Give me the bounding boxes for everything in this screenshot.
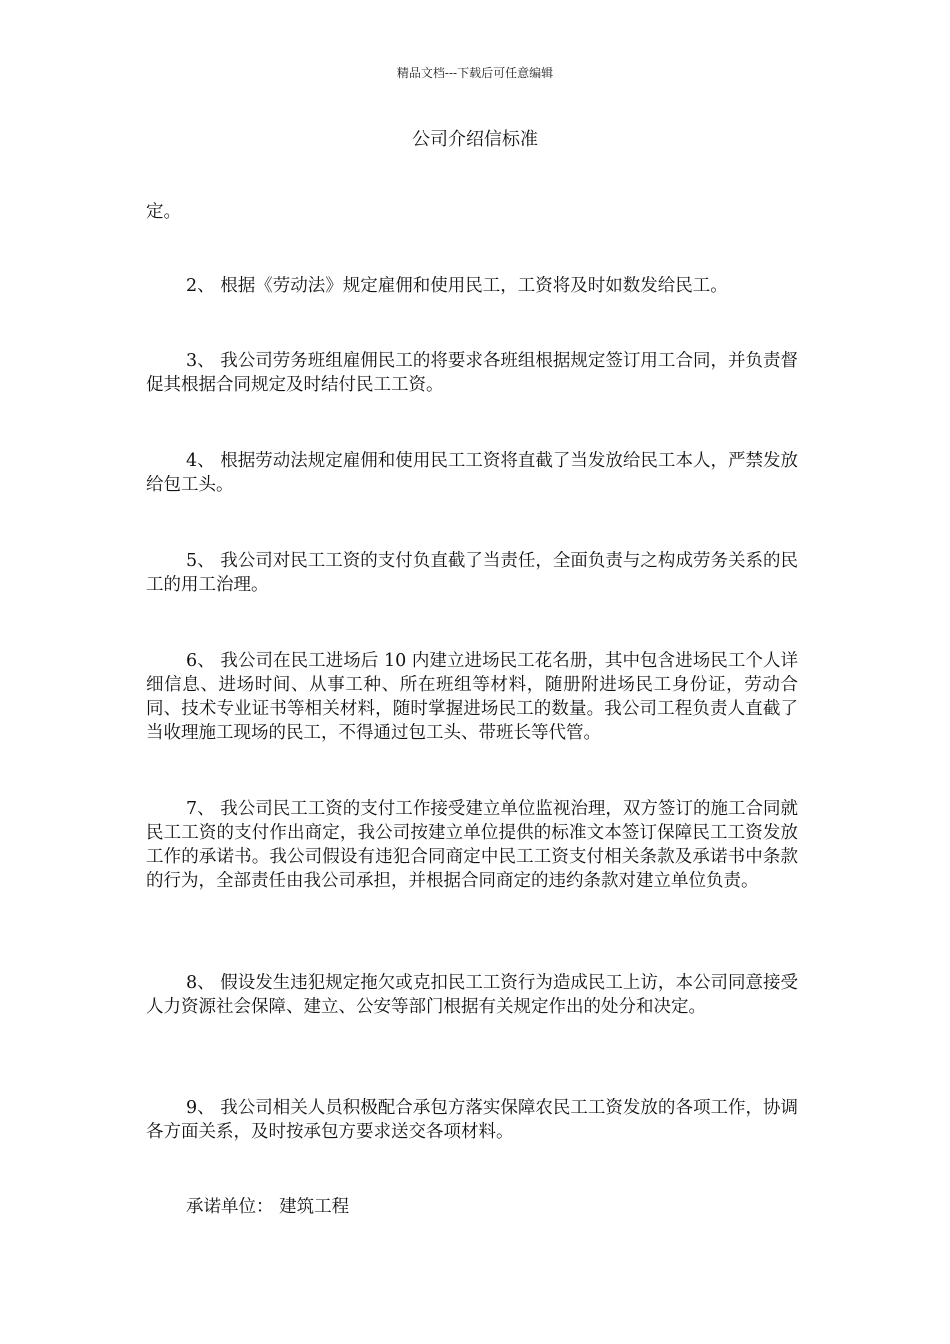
page-header: 精品文档---下载后可任意编辑 — [396, 66, 554, 80]
signature-value: 建筑工程 — [279, 1197, 350, 1217]
paragraph-item-9: 9、 我公司相关人员积极配合承包方落实保障农民工工资发放的各项工作，协调各方面关系，及时按承包方要求送交各项材料。 — [146, 1098, 798, 1142]
paragraph-continuation: 定。 — [146, 202, 181, 222]
paragraph-item-6: 6、 我公司在民工进场后 10 内建立进场民工花名册，其中包含进场民工个人详细信息、进场时间、从事工种、所在班组等材料，随册附进场民工身份证，劳动合同、技术专业证书等相关材料，随时掌握进场民工的数量。我公司工程负责人直截了当收理施工现场的民工，不得通过包工头、带班长等代管。 — [146, 651, 798, 743]
paragraph-item-3: 3、 我公司劳务班组雇佣民工的将要求各班组根据规定签订用工合同，并负责督促其根据合同规定及时结付民工工资。 — [146, 351, 798, 395]
paragraph-item-5: 5、 我公司对民工工资的支付负直截了当责任，全面负责与之构成劳务关系的民工的用工治理。 — [146, 551, 798, 595]
signature-line — [146, 1195, 798, 1219]
signature-label: 承诺单位： — [186, 1197, 274, 1217]
paragraph-item-4: 4、 根据劳动法规定雇佣和使用民工工资将直截了当发放给民工本人，严禁发放给包工头。 — [146, 451, 798, 495]
paragraph-item-2: 2、 根据《劳动法》规定雇佣和使用民工，工资将及时如数发给民工。 — [186, 276, 728, 296]
paragraph-item-7: 7、 我公司民工工资的支付工作接受建立单位监视治理，双方签订的施工合同就民工工资的支付作出商定，我公司按建立单位提供的标准文本签订保障民工工资发放工作的承诺书。我公司假设有违犯合同商定中民工工资支付相关条款及承诺书中条款的行为，全部责任由我公司承担，并根据合同商定的违约条款对建立单位负责。 — [146, 799, 798, 891]
paragraph-item-8: 8、 假设发生违犯规定拖欠或克扣民工工资行为造成民工上访，本公司同意接受人力资源社会保障、建立、公安等部门根据有关规定作出的处分和决定。 — [146, 973, 798, 1017]
document-title: 公司介绍信标准 — [412, 129, 538, 150]
